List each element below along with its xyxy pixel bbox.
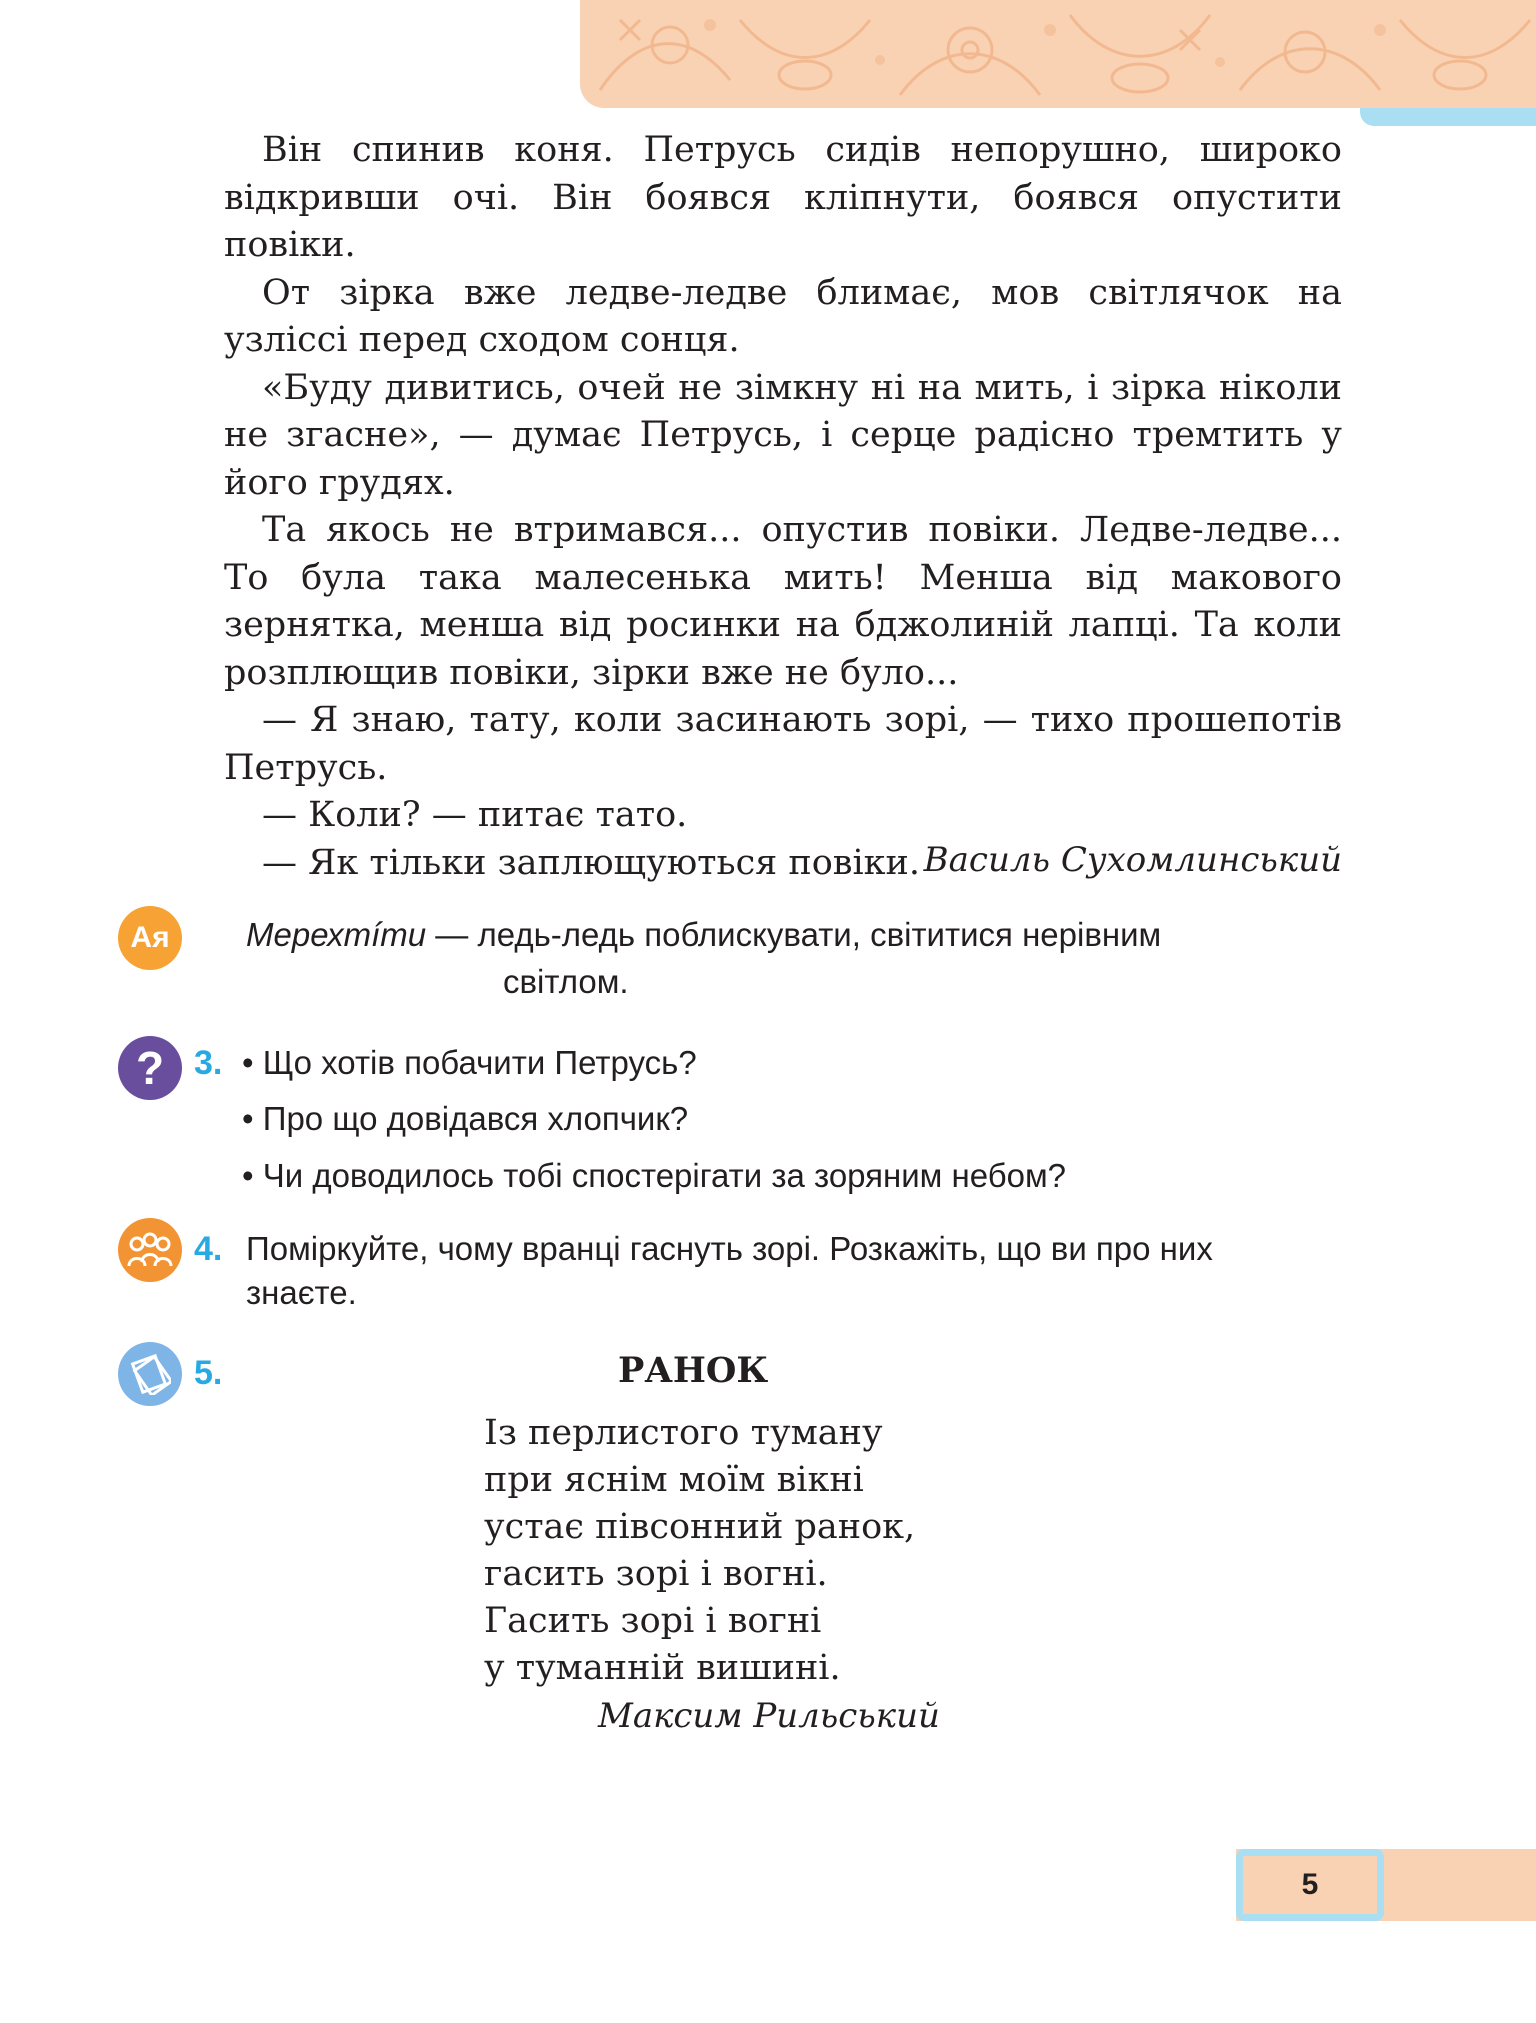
story-paragraph: От зірка вже ледве-ледве блимає, мов світлячок на узліссі перед сходом сонця. [224,272,1342,360]
vocabulary-definition-continued: світлом. [503,963,629,1000]
poem-author: Максим Рильський [598,1696,940,1736]
poem-line: при яснім моїм вікні [484,1460,864,1500]
group-discussion-icon [118,1218,182,1282]
poem [484,1410,915,1692]
task-4-text: Поміркуйте, чому вранці гаснуть зорі. Розкажіть, що ви про них [246,1230,1213,1267]
vocabulary-definition-text: — ледь-ледь поблискувати, світитися нерівним [435,916,1162,953]
poem-line: гасить зорі і вогні. [484,1554,828,1594]
poem-line: Гасить зорі і вогні [484,1601,822,1641]
task-5-number: 5. [194,1354,223,1392]
vocabulary-icon-text: Ая [130,921,170,954]
vocabulary-icon [118,906,182,970]
story-paragraph: — Коли? — питає тато. [262,795,688,835]
task-4-number: 4. [194,1230,223,1268]
pages-icon [129,1353,171,1395]
vocabulary-term: Мерехтíти [246,916,427,953]
page-number: 5 [1236,1849,1384,1921]
question-icon: ? [118,1036,182,1100]
story-paragraph: «Буду дивитись, очей не зімкну ні на мить, і зірка ніколи не згасне», — думає Петрусь, і серце радісно тремтить у його грудях. [224,367,1342,503]
task-3-question: • Чи доводилось тобі спостерігати за зоряним небом? [242,1157,1067,1194]
task-3-question: • Про що довідався хлопчик? [242,1100,689,1137]
story-text [224,127,1342,887]
poem-title: РАНОК [618,1350,769,1391]
story-paragraph: — Я знаю, тату, коли засинають зорі, — тихо прошепотів Петрусь. [224,700,1342,788]
floral-ornament [580,0,1536,108]
poem-line: Із перлистого туману [484,1413,883,1453]
story-paragraph: Він спинив коня. Петрусь сидів непорушно, широко відкривши очі. Він боявся кліпнути, боявся опустити повіки. [224,130,1342,265]
poem-line: устає півсонний ранок, [484,1507,916,1547]
poem-line: у туманній вишині. [484,1648,841,1688]
story-author: Василь Сухомлинський [923,840,1342,880]
vocabulary-definition [246,916,1161,954]
task-4-text-continued: знаєте. [246,1274,357,1311]
task-3-question: • Що хотів побачити Петрусь? [242,1044,697,1081]
banner-accent-stripe [1360,108,1536,126]
story-paragraph: Та якось не втримався... опустив повіки. Ледве-ледве... То була така малесенька мить! Менша від макового зернятка, менша від росинки на бджолиній лапці. Та коли розплющив повіки, зірки вже не було... [224,510,1342,693]
notebook-icon [118,1342,182,1406]
decorative-banner [580,0,1536,108]
people-icon [125,1230,175,1270]
story-paragraph: — Як тільки заплющуються повіки. [262,842,921,883]
task-3-number: 3. [194,1044,223,1082]
